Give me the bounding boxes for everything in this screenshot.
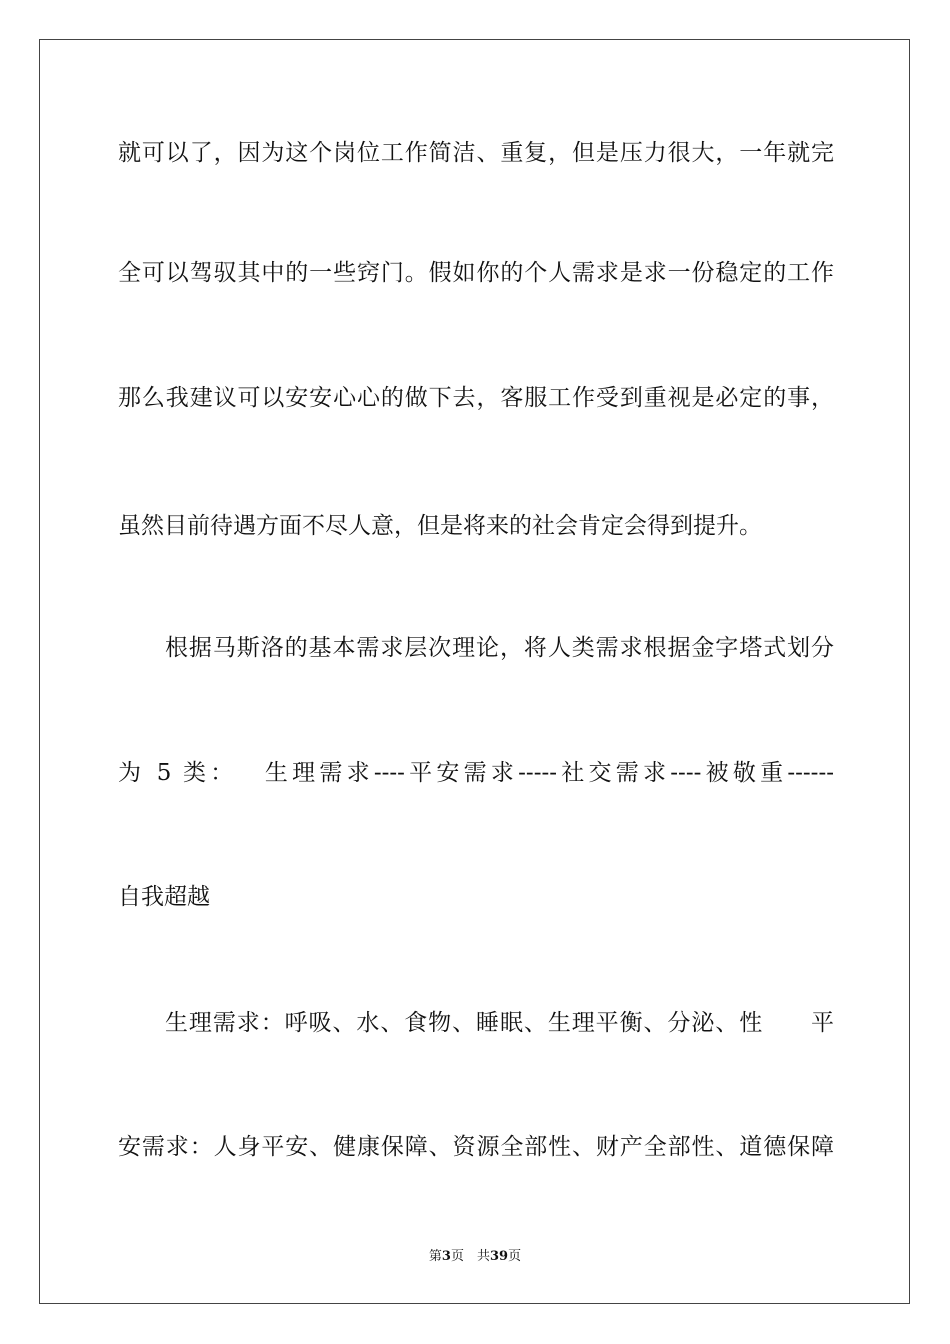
text-line-3: 那么我建议可以安安心心的做下去，客服工作受到重视是必定的事，	[118, 385, 834, 411]
page-border	[39, 39, 910, 1304]
text-line-9: 安需求：人身平安、健康保障、资源全部性、财产全部性、道德保障	[118, 1134, 834, 1160]
text-line-6: 为 5 类： 生理需求----平安需求-----社交需求----被敬重------	[118, 760, 834, 786]
text-line-2: 全可以驾驭其中的一些窍门。假如你的个人需求是求一份稳定的工作	[118, 260, 834, 286]
text-line-7: 自我超越	[118, 884, 210, 910]
text-line-1: 就可以了，因为这个岗位工作简洁、重复，但是压力很大，一年就完	[118, 140, 834, 166]
footer-prefix: 第	[428, 1249, 442, 1264]
current-page-number: 3	[441, 1249, 451, 1264]
text-line-5: 根据马斯洛的基本需求层次理论，将人类需求根据金字塔式划分	[165, 635, 834, 661]
page-footer	[0, 1249, 950, 1265]
text-line-4: 虽然目前待遇方面不尽人意，但是将来的社会肯定会得到提升。	[118, 513, 762, 539]
text-line-8: 生理需求：呼吸、水、食物、睡眠、生理平衡、分泌、性 平	[165, 1010, 834, 1036]
footer-middle: 页 共	[450, 1249, 490, 1264]
footer-suffix: 页	[508, 1249, 522, 1264]
total-page-count: 39	[489, 1249, 509, 1264]
